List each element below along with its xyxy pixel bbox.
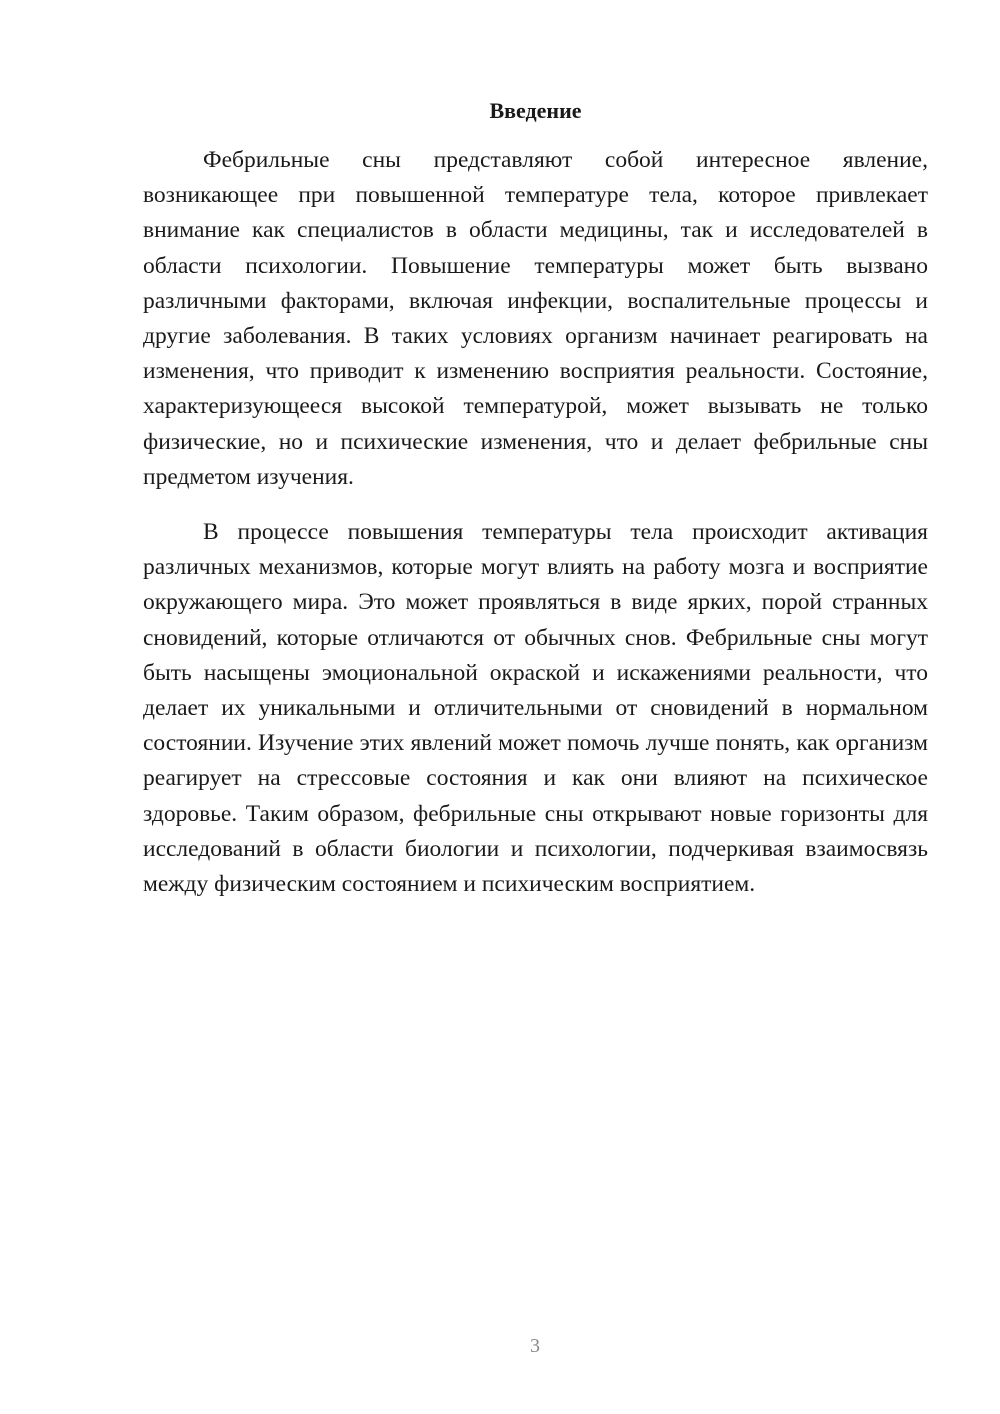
paragraph-1: Фебрильные сны представляют собой интересное явление, возникающее при повышенной температуре тела, которое привлекает внимание как специалистов в области медицины, так и исследователей в области психологии. Повышение температуры может быть вызвано различными факторами, включая инфекции, воспалительные процессы и другие заболевания. В таких условиях организм начинает реагировать на изменения, что приводит к изменению восприятия реальности. Состояние, характеризующееся высокой температурой, может вызывать не только физические, но и психические изменения, что и делает фебрильные сны предметом изучения. — [143, 147, 928, 490]
body-text — [143, 143, 928, 902]
paragraph-2: В процессе повышения температуры тела происходит активация различных механизмов, которые могут влиять на работу мозга и восприятие окружающего мира. Это может проявляться в виде ярких, порой странных сновидений, которые отличаются от обычных снов. Фебрильные сны могут быть насыщены эмоциональной окраской и искажениями реальности, что делает их уникальными и отличительными от сновидений в нормальном состоянии. Изучение этих явлений может помочь лучше понять, как организм реагирует на стрессовые состояния и как они влияют на психическое здоровье. Таким образом, фебрильные сны открывают новые горизонты для исследований в области биологии и психологии, подчеркивая взаимосвязь между физическим состоянием и психическим восприятием. — [143, 519, 928, 898]
section-heading: Введение — [489, 98, 582, 123]
page-number: 3 — [530, 1335, 540, 1357]
